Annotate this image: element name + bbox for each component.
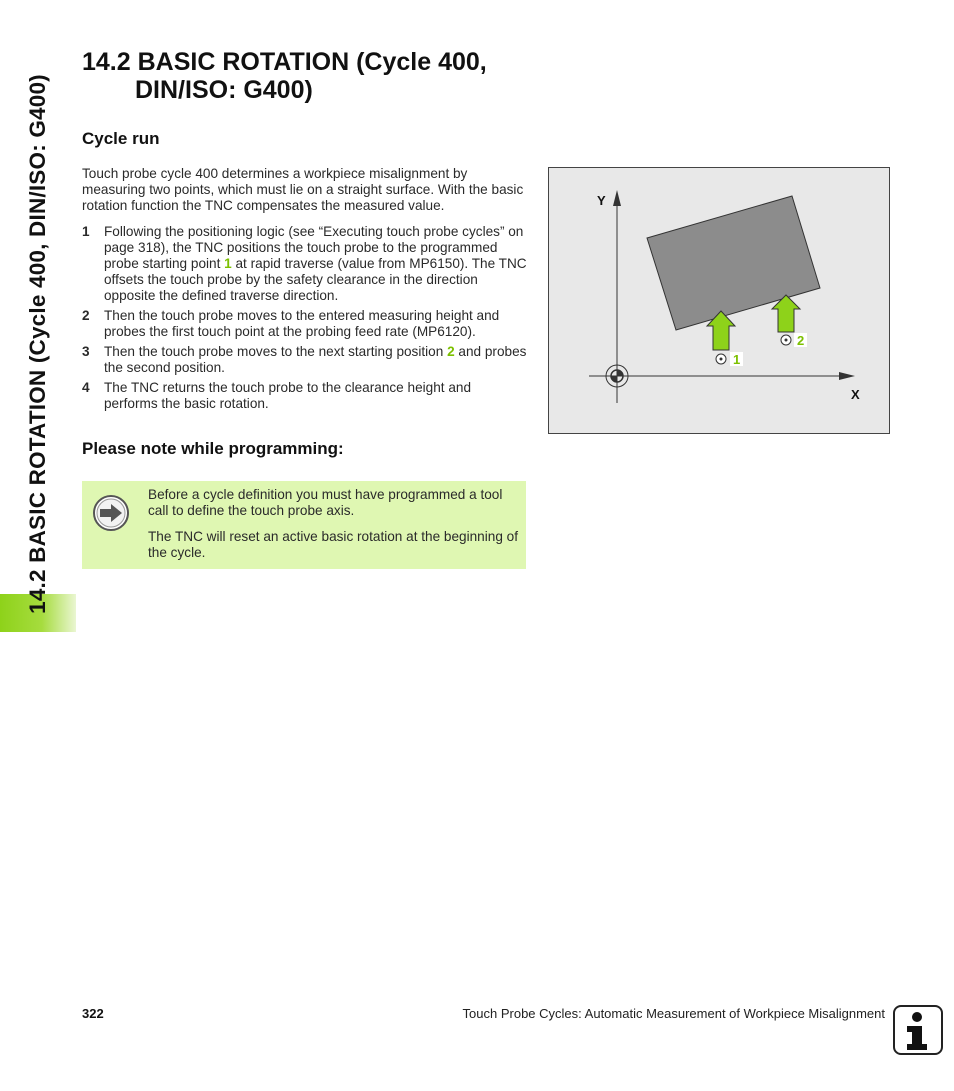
step-ref-point: 2 bbox=[447, 344, 455, 359]
step-text: Then the touch probe moves to the entered measuring height and probes the first touch point at the probing feed rate (MP6120). bbox=[104, 308, 500, 339]
section-heading-cycle-run: Cycle run bbox=[82, 129, 160, 148]
step-text-cont: and probes the second position. bbox=[104, 344, 527, 375]
info-icon bbox=[892, 1004, 944, 1056]
touch-point-2 bbox=[781, 335, 791, 345]
footer-chapter-title: Touch Probe Cycles: Automatic Measurement of Workpiece Misalignment bbox=[462, 1006, 885, 1021]
step-text: The TNC returns the touch probe to the clearance height and performs the basic rotation. bbox=[104, 380, 472, 411]
note-paragraph-1: Before a cycle definition you must have programmed a tool call to define the touch probe axis. bbox=[148, 487, 503, 518]
step-text: Following the positioning logic (see “Executing touch probe cycles” on page 318), the TNC positions the touch probe to the programmed probe starting point bbox=[104, 224, 524, 271]
section-heading-note: Please note while programming: bbox=[82, 439, 344, 458]
basic-rotation-figure bbox=[548, 167, 890, 434]
step-item-1 bbox=[82, 224, 527, 304]
side-chapter-title bbox=[0, 0, 76, 660]
x-axis-arrow bbox=[839, 372, 855, 380]
page-title-line2: DIN/ISO: G400) bbox=[135, 76, 313, 104]
note-paragraph-2: The TNC will reset an active basic rotation at the beginning of the cycle. bbox=[148, 529, 518, 560]
side-chapter-title-text: 14.2 BASIC ROTATION (Cycle 400, DIN/ISO: G400) bbox=[25, 74, 50, 614]
y-axis-arrow bbox=[613, 190, 621, 206]
note-box bbox=[82, 481, 526, 569]
step-text-cont: at rapid traverse (value from MP6150). The TNC offsets the touch probe by the safety clearance in the direction opposite the defined traverse direction. bbox=[104, 256, 527, 303]
step-number: 2 bbox=[82, 308, 90, 323]
touch-point-1 bbox=[716, 354, 726, 364]
note-text bbox=[148, 487, 518, 571]
intro-paragraph: Touch probe cycle 400 determines a workpiece misalignment by measuring two points, which must lie on a straight surface. With the basic rotation function the TNC compensates the measured value. bbox=[82, 166, 524, 213]
step-list bbox=[82, 224, 527, 416]
y-axis-label: Y bbox=[597, 193, 606, 208]
step-item-3 bbox=[82, 344, 527, 376]
step-number: 3 bbox=[82, 344, 90, 359]
page-number: 322 bbox=[82, 1006, 104, 1021]
step-item-4 bbox=[82, 380, 527, 412]
figure-diagram bbox=[549, 168, 889, 433]
page-title-line1: 14.2 BASIC ROTATION (Cycle 400, bbox=[82, 48, 487, 76]
step-item-2 bbox=[82, 308, 527, 340]
step-number: 1 bbox=[82, 224, 90, 239]
step-text: Then the touch probe moves to the next starting position bbox=[104, 344, 448, 359]
x-axis-label: X bbox=[851, 387, 860, 402]
point-1-label: 1 bbox=[733, 352, 741, 367]
point-2-label: 2 bbox=[797, 333, 805, 348]
step-number: 4 bbox=[82, 380, 90, 395]
page-title bbox=[82, 48, 487, 104]
arrow-right-icon bbox=[92, 494, 130, 532]
step-ref-point: 1 bbox=[224, 256, 232, 271]
